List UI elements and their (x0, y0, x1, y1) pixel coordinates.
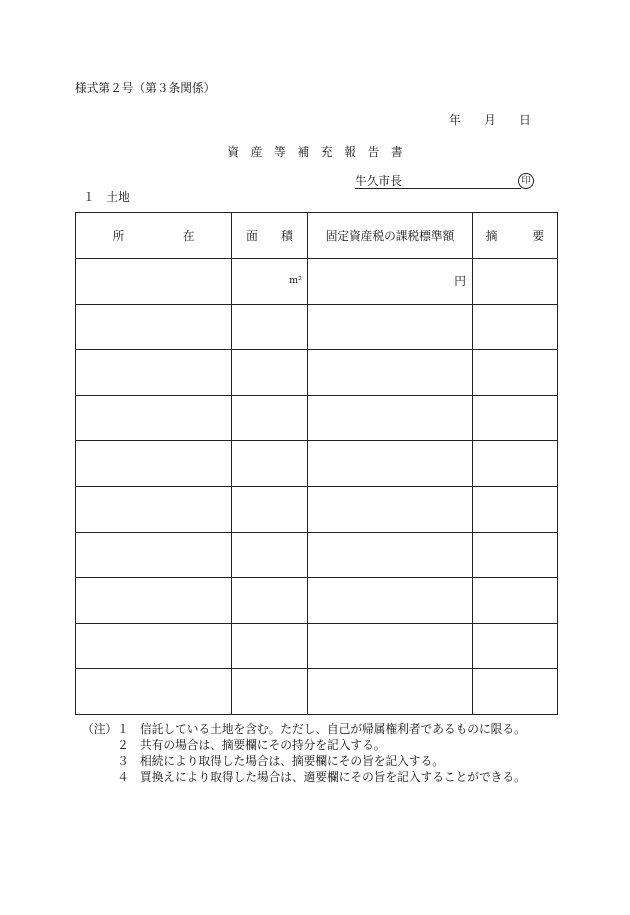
header-area: 面 積 (232, 213, 308, 259)
table-row (76, 395, 558, 441)
table-row (76, 532, 558, 578)
note-number: ４ (117, 770, 129, 784)
cell-remarks (473, 395, 558, 441)
cell-tax-base (308, 395, 473, 441)
note-item (82, 739, 552, 755)
cell-area (232, 623, 308, 669)
addressee-underline (355, 188, 521, 189)
cell-location (76, 532, 232, 578)
cell-area (232, 578, 308, 624)
table-row (76, 304, 558, 350)
header-remarks: 摘 要 (473, 213, 558, 259)
cell-tax-base (308, 623, 473, 669)
cell-tax-base (308, 486, 473, 532)
header-location: 所 在 (76, 213, 232, 259)
date-line: 年 月 日 (449, 113, 531, 127)
header-tax-base: 固定資産税の課税標準額 (308, 213, 473, 259)
note-item (82, 723, 552, 739)
cell-remarks (473, 304, 558, 350)
note-text: 共有の場合は、摘要欄にその持分を記入する。 (140, 738, 386, 752)
note-text: 買換えにより取得した場合は、適要欄にその旨を記入することができる。 (140, 770, 526, 784)
seal-mark: 印 (518, 173, 534, 189)
cell-location (76, 350, 232, 396)
cell-remarks (473, 259, 558, 305)
cell-remarks (473, 486, 558, 532)
cell-remarks (473, 350, 558, 396)
cell-area (232, 441, 308, 487)
note-number: ２ (117, 738, 129, 752)
cell-tax-base (308, 669, 473, 715)
cell-location (76, 259, 232, 305)
cell-remarks (473, 441, 558, 487)
cell-location (76, 486, 232, 532)
table-row (76, 259, 558, 305)
table-row (76, 486, 558, 532)
cell-tax-base (308, 304, 473, 350)
table-row (76, 623, 558, 669)
cell-location (76, 441, 232, 487)
note-item (82, 755, 552, 771)
table-row (76, 578, 558, 624)
cell-area: m² (232, 259, 308, 305)
cell-location (76, 578, 232, 624)
cell-remarks (473, 532, 558, 578)
cell-area (232, 669, 308, 715)
cell-remarks (473, 669, 558, 715)
cell-area (232, 395, 308, 441)
cell-tax-base: 円 (308, 259, 473, 305)
cell-tax-base (308, 441, 473, 487)
cell-tax-base (308, 578, 473, 624)
table-row (76, 669, 558, 715)
table-header-row (76, 213, 558, 259)
notes-label: （注） (82, 722, 118, 736)
table-row (76, 441, 558, 487)
cell-area (232, 304, 308, 350)
asset-table (75, 212, 558, 715)
cell-location (76, 623, 232, 669)
notes (82, 723, 552, 787)
cell-area (232, 350, 308, 396)
cell-remarks (473, 578, 558, 624)
cell-area (232, 532, 308, 578)
cell-tax-base (308, 532, 473, 578)
note-text: 信託している土地を含む。ただし、自己が帰属権利者であるものに限る。 (140, 722, 526, 736)
cell-remarks (473, 623, 558, 669)
cell-location (76, 304, 232, 350)
table-row (76, 350, 558, 396)
cell-location (76, 395, 232, 441)
note-number: ３ (117, 754, 129, 768)
form-number: 様式第２号（第３条関係） (75, 81, 216, 95)
cell-area (232, 486, 308, 532)
document-title: 資 産 等 補 充 報 告 書 (227, 145, 403, 159)
section-heading: １ 土地 (83, 190, 130, 204)
cell-tax-base (308, 350, 473, 396)
note-text: 相続により取得した場合は、摘要欄にその旨を記入する。 (140, 754, 444, 768)
cell-location (76, 669, 232, 715)
note-number: １ (117, 722, 129, 736)
note-item (82, 771, 552, 787)
addressee-name: 牛久市長 (355, 174, 402, 188)
